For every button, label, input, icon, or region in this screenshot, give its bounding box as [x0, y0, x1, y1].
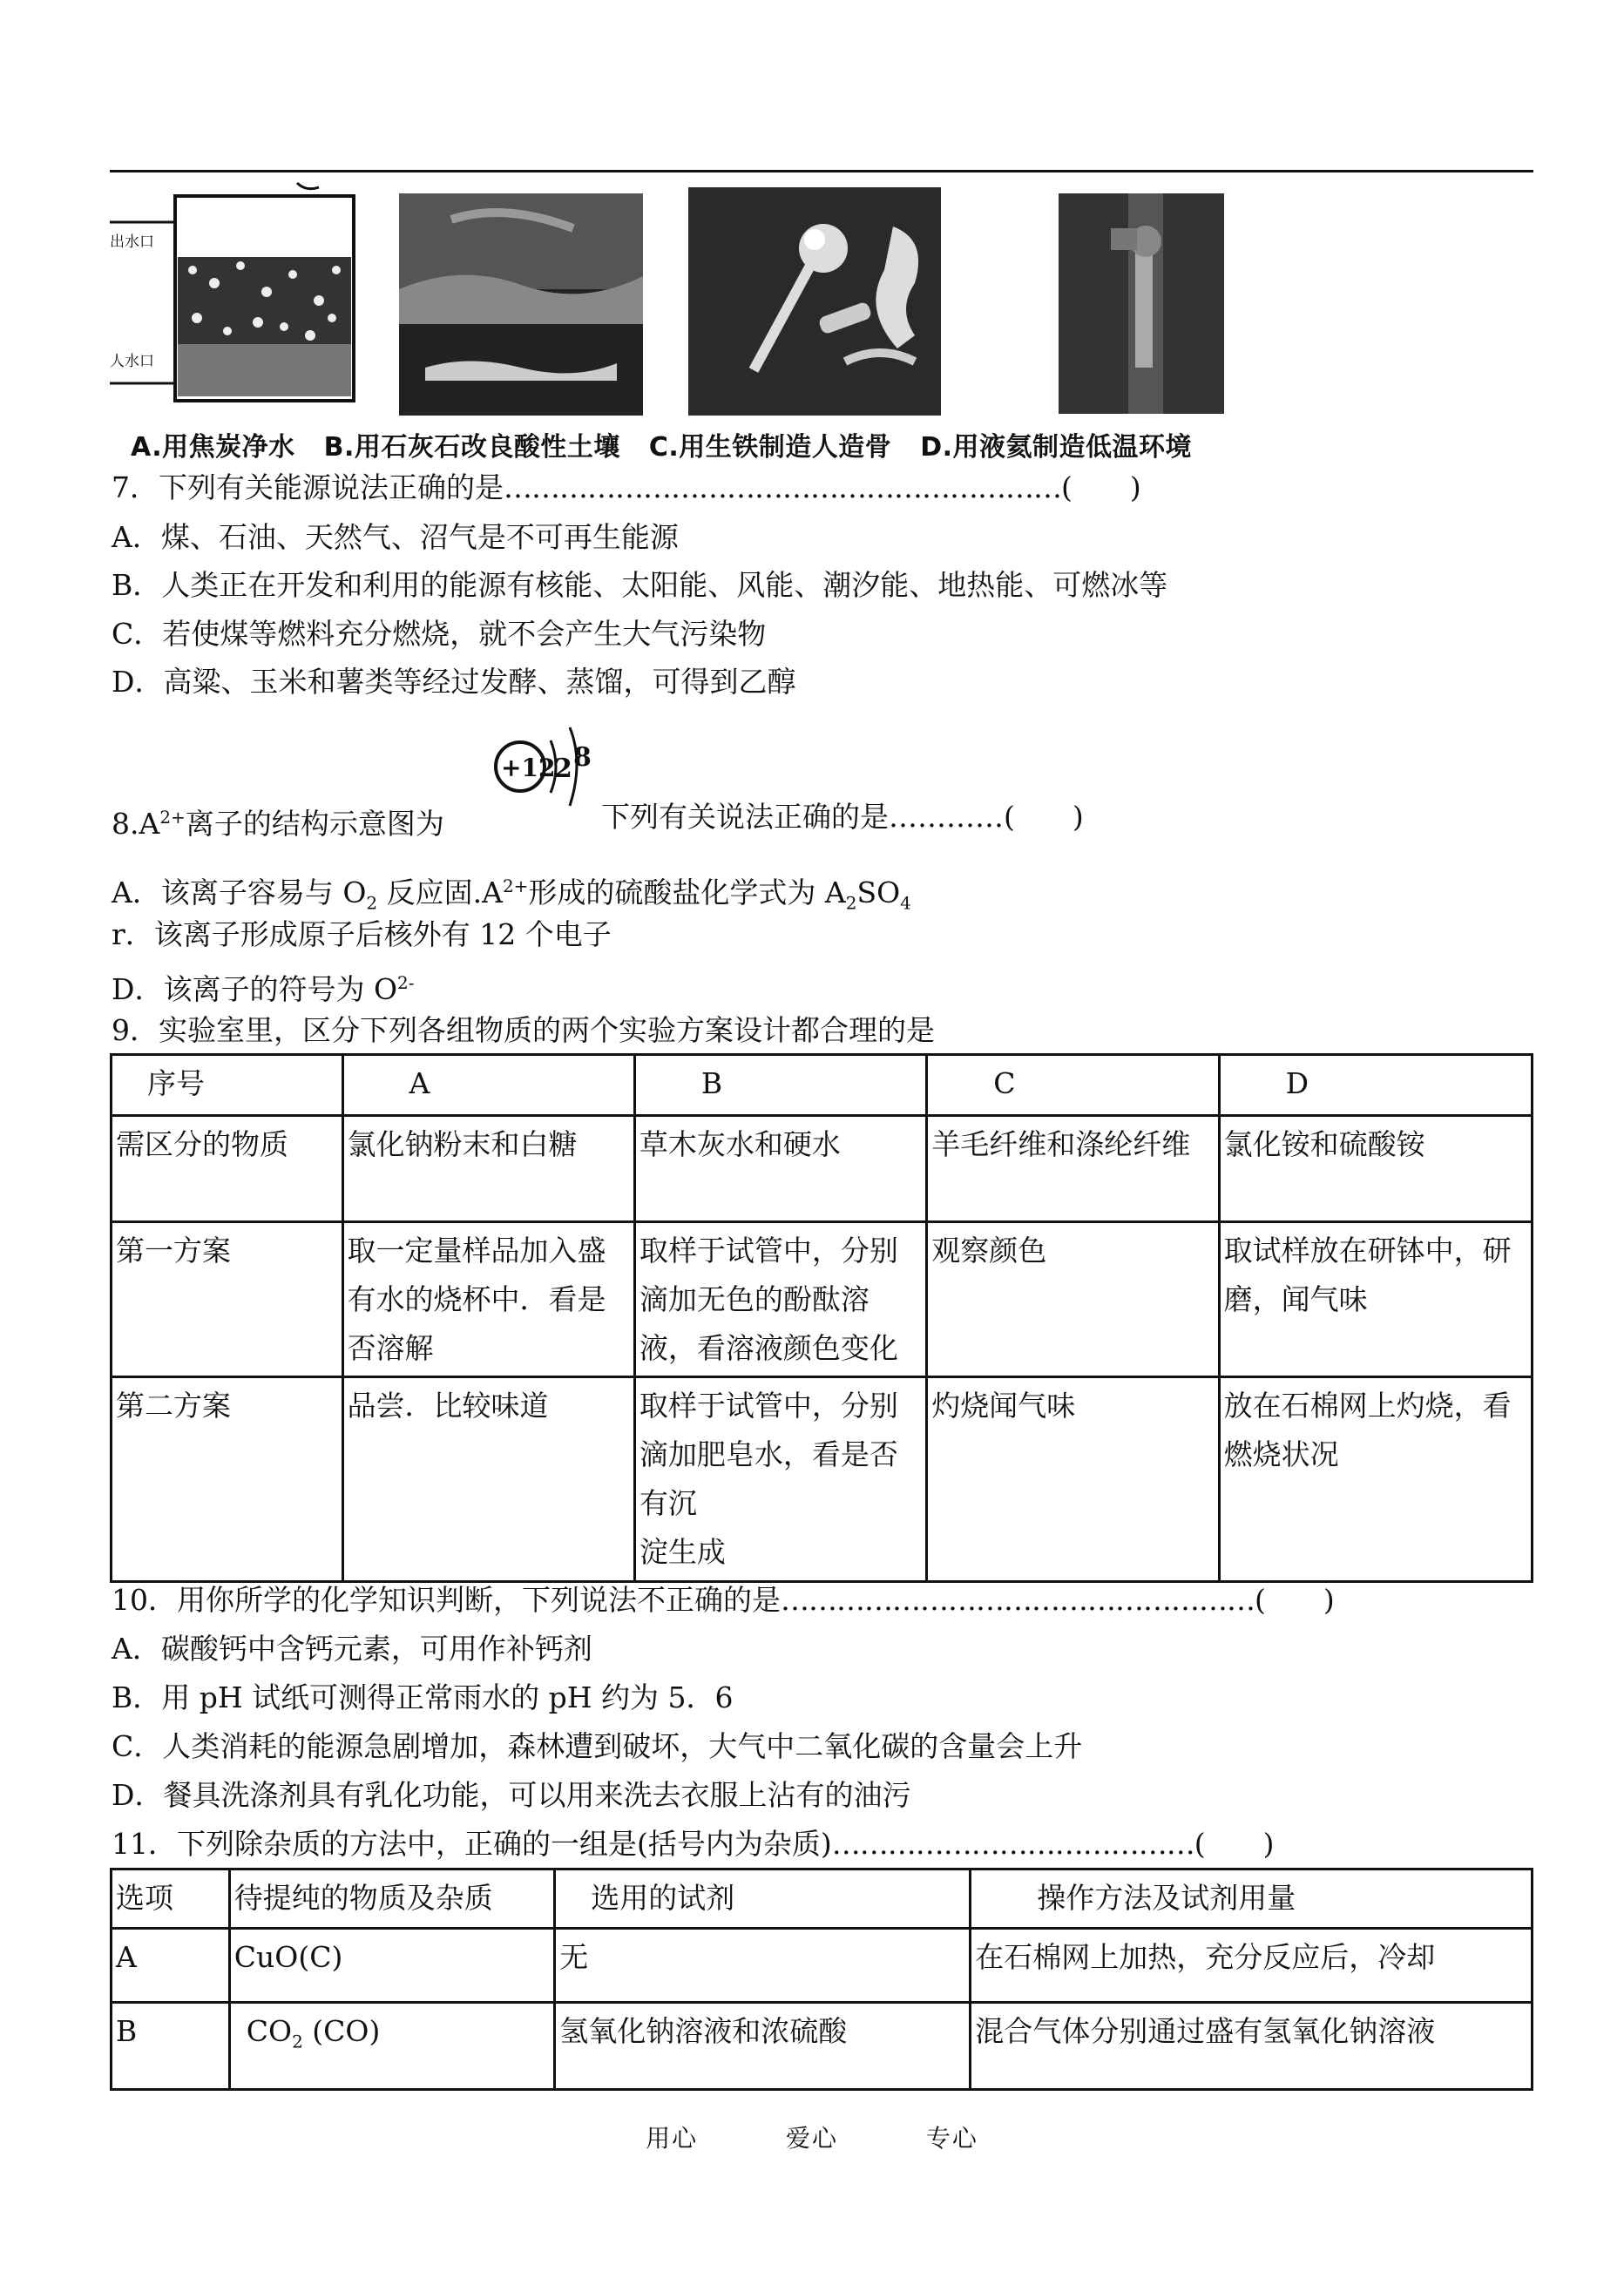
header-b: B — [700, 1066, 723, 1100]
q8-option-a-part2: 反应固.A — [377, 876, 503, 909]
table-cell: 羊毛纤维和涤纶纤维 — [927, 1116, 1219, 1222]
q8-option-a-part3: 形成的硫酸盐化学式为 A — [528, 876, 846, 909]
q7-bracket: ( ) — [1061, 470, 1141, 504]
header-cell — [1219, 1055, 1532, 1116]
q10-dots: …………………………………………… — [781, 1583, 1255, 1617]
co-impurity: (CO) — [302, 2014, 381, 2048]
q7-stem-line — [112, 470, 1141, 505]
caption-a: A.用焦炭净水 — [131, 432, 295, 463]
q9-table — [110, 1053, 1533, 1583]
header-cell: 待提纯的物质及杂质 — [229, 1869, 554, 1929]
q10-option-a: A．碳酸钙中含钙元素，可用作补钙剂 — [112, 1632, 592, 1666]
table-cell: CuO(C) — [229, 1929, 554, 2003]
table-cell: 第一方案 — [112, 1222, 343, 1377]
q8-option-a-part1: A．该离子容易与 O — [112, 876, 367, 909]
header-d: D — [1285, 1066, 1309, 1100]
shell-1-electrons: 2 — [554, 754, 572, 784]
q8-option-a — [112, 869, 911, 921]
header-cell: 操作方法及试剂用量 — [971, 1869, 1533, 1929]
table-cell: 氢氧化钠溶液和浓硫酸 — [555, 2003, 971, 2090]
q7-option-b: B．人类正在开发和利用的能源有核能、太阳能、风能、潮汐能、地热能、可燃冰等 — [112, 568, 1168, 602]
q8-option-a-sub2: 2 — [845, 892, 857, 914]
q11-table — [110, 1868, 1533, 2091]
q8-option-a-sub3: 4 — [900, 892, 911, 914]
table-cell: 混合气体分别通过盛有氢氧化钠溶液 — [971, 2003, 1533, 2090]
footer-item: 用心 — [646, 2124, 699, 2153]
image-captions — [131, 425, 1211, 463]
table-cell: 无 — [555, 1929, 971, 2003]
nucleus-label: +12 — [501, 754, 556, 782]
q10-option-c: C．人类消耗的能源急剧增加，森林遭到破坏，大气中二氧化碳的含量会上升 — [112, 1729, 1083, 1763]
q10-option-d: D．餐具洗涤剂具有乳化功能，可以用来洗去衣服上沾有的油污 — [112, 1778, 911, 1812]
q10-bracket: ( ) — [1255, 1583, 1335, 1617]
q8-ion-charge: 2+ — [159, 807, 186, 828]
table-row — [112, 1116, 1533, 1222]
q10-stem-line — [112, 1583, 1335, 1618]
table-row — [112, 1929, 1533, 2003]
header-cell — [342, 1055, 634, 1116]
q8-stem-prefix: 8.A — [112, 807, 160, 841]
inlet-label: 人水口 — [110, 353, 154, 370]
table-row — [112, 1222, 1533, 1377]
ion-structure-diagram — [490, 723, 594, 845]
q8-stem-suffix: 下列有关说法正确的是…………( ) — [601, 800, 1084, 834]
table-cell: 第二方案 — [112, 1377, 343, 1582]
header-cell — [634, 1055, 926, 1116]
q7-option-d: D．高粱、玉米和薯类等经过发酵、蒸馏，可得到乙醇 — [112, 665, 796, 699]
outlet-label: 出水口 — [110, 233, 154, 251]
q8-option-d-text: D．该离子的符号为 O — [112, 972, 398, 1006]
q8-option-r: r．该离子形成原子后核外有 12 个电子 — [112, 917, 612, 951]
q8-option-d — [112, 965, 415, 1007]
table-header-row — [112, 1055, 1533, 1116]
table-cell: 放在石棉网上灼烧，看燃烧状况 — [1219, 1377, 1532, 1582]
footer-item: 专心 — [925, 2124, 978, 2153]
table-cell: 氯化钠粉末和白糖 — [342, 1116, 634, 1222]
header-cell — [927, 1055, 1219, 1116]
table-cell: 品尝．比较味道 — [342, 1377, 634, 1582]
header-cell: 选项 — [112, 1869, 230, 1929]
table-cell: A — [112, 1929, 230, 2003]
header-cell: 选用的试剂 — [555, 1869, 971, 1929]
q11-bracket: ( ) — [1194, 1827, 1275, 1861]
caption-b: B.用石灰石改良酸性土壤 — [323, 432, 620, 463]
q7-option-a: A．煤、石油、天然气、沼气是不可再生能源 — [112, 520, 679, 554]
q8-option-a-part4: SO — [856, 876, 901, 909]
table-row — [112, 1377, 1533, 1582]
q8-stem-line — [112, 800, 444, 842]
top-rule — [110, 170, 1533, 172]
table-cell: 观察颜色 — [927, 1222, 1219, 1377]
limestone-landscape-image — [399, 193, 643, 416]
table-cell: 取样于试管中，分别滴加无色的酚酞溶液，看溶液颜色变化 — [634, 1222, 926, 1377]
table-cell — [229, 2003, 554, 2090]
co2-subscript: 2 — [292, 2031, 303, 2052]
q8-option-a-sub: 2 — [366, 892, 378, 914]
artificial-bone-image — [688, 187, 941, 416]
q7-option-c: C．若使煤等燃料充分燃烧，就不会产生大气污染物 — [112, 617, 767, 651]
table-cell: 取一定量样品加入盛有水的烧杯中．看是否溶解 — [342, 1222, 634, 1377]
q9-stem: 9．实验室里，区分下列各组物质的两个实验方案设计都合理的是 — [112, 1013, 935, 1047]
table-cell: 在石棉网上加热，充分反应后，冷却 — [971, 1929, 1533, 2003]
header-seq: 序号 — [147, 1066, 205, 1100]
caption-c: C.用生铁制造人造骨 — [648, 432, 892, 463]
q8-option-a-sup: 2+ — [502, 876, 529, 896]
q11-dots: ………………………………… — [831, 1827, 1194, 1861]
q10-stem: 10．用你所学的化学知识判断，下列说法不正确的是 — [112, 1583, 781, 1617]
table-cell: B — [112, 2003, 230, 2090]
table-row — [112, 2003, 1533, 2090]
q7-dots: …………………………………………………… — [504, 470, 1061, 504]
q11-stem-line — [112, 1827, 1275, 1862]
q8-stem-middle: 离子的结构示意图为 — [185, 807, 444, 841]
table-cell: 取样于试管中，分别滴加肥皂水，看是否有沉 淀生成 — [634, 1377, 926, 1582]
q11-stem: 11．下列除杂质的方法中，正确的一组是(括号内为杂质) — [112, 1827, 832, 1861]
header-a: A — [409, 1066, 430, 1100]
footer-item: 爱心 — [785, 2124, 838, 2153]
header-cell — [112, 1055, 343, 1116]
table-cell: 需区分的物质 — [112, 1116, 343, 1222]
q10-option-b: B．用 pH 试纸可测得正常雨水的 pH 约为 5．6 — [112, 1680, 734, 1714]
table-cell: 氯化铵和硫酸铵 — [1219, 1116, 1532, 1222]
table-cell: 取试样放在研钵中，研磨，闻气味 — [1219, 1222, 1532, 1377]
table-cell: 灼烧闻气味 — [927, 1377, 1219, 1582]
q8-option-d-sup: 2- — [397, 972, 415, 993]
caption-d: D.用液氦制造低温环境 — [920, 432, 1193, 463]
table-cell: 草木灰水和硬水 — [634, 1116, 926, 1222]
shell-2-electrons: 8 — [573, 742, 592, 773]
page-footer — [0, 2120, 1624, 2154]
q7-stem: 7．下列有关能源说法正确的是 — [112, 470, 504, 504]
liquid-helium-image — [1059, 193, 1224, 414]
co2-text: CO — [246, 2014, 293, 2048]
filter-apparatus-image — [110, 179, 371, 418]
table-header-row — [112, 1869, 1533, 1929]
header-c: C — [993, 1066, 1016, 1100]
